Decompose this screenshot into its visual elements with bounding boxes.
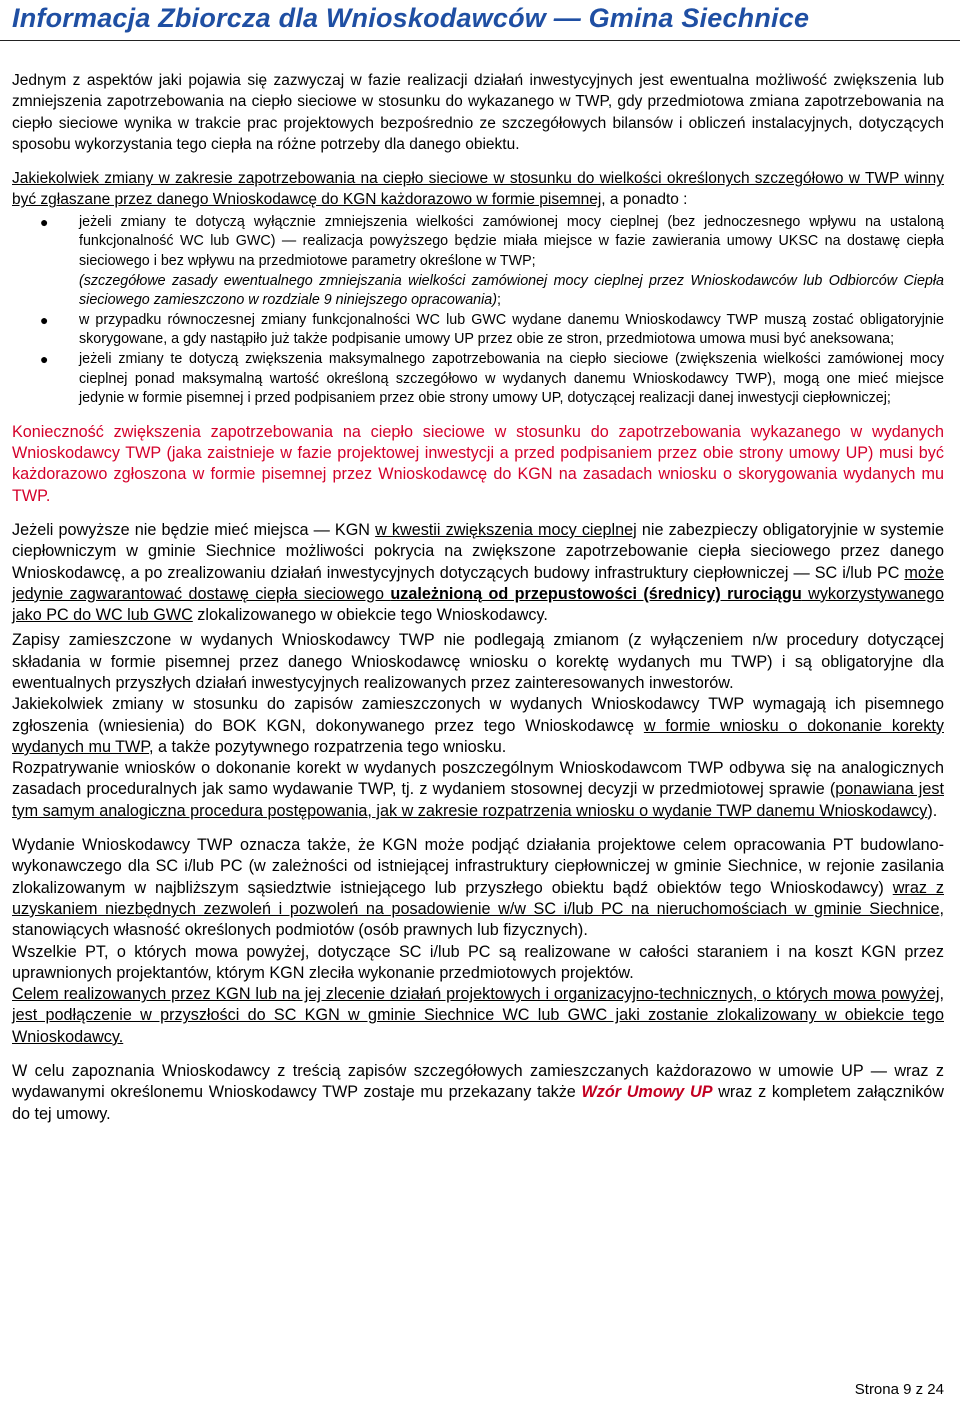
underlined-run: w formie wniosku o dokonanie korekty wydanych mu TWP — [12, 716, 944, 756]
text-run: Jakiekolwiek zmiany w stosunku do zapisów zamieszczonych w wydanych Wnioskodawcy TWP wymagają ich pisemnego zgłoszenia (wniesienia) do BOK KGN, dokonywanego przez tego Wnioskodawcę — [12, 695, 944, 735]
underlined-run: w kwestii zwiększenia mocy cieplnej — [375, 520, 637, 539]
paragraph-design-work — [12, 835, 944, 941]
paragraph-intro: Jednym z aspektów jaki pojawia się zazwyczaj w fazie realizacji działań inwestycyjnych jest ewentualna możliwość zwiększenia lub zmniejszenia zapotrzebowania na ciepło sieciowe w stosunku do wykazanego w TWP, gdy przedmiotowa zmiana zapotrzebowania na ciepło sieciowe wynika w trakcie prac projektowych bezpośrednio ze szczegółowych bilansów i obliczeń instalacyjnych, dotyczących sposobu wykorzystania tego ciepła na różne potrzeby dla danego obiektu. — [12, 72, 944, 153]
list-item — [12, 213, 944, 311]
text-run: W celu zapoznania Wnioskodawcy z treścią zapisów szczegółowych zamieszczanych każdorazowo w umowie UP — wraz z wydawanymi określonemu Wnioskodawcy TWP zostaje mu przekazany także — [12, 1062, 944, 1102]
paragraph-goal: Celem realizowanych przez KGN lub na jej zlecenie działań projektowych i organizacyjno-technicznych, o których mowa powyżej, jest podłączenie w przyszłości do SC KGN w gminie Siechnice WC lub GWC jaki zostanie zlokalizowany w obiekcie tego Wnioskodawcy. — [12, 985, 944, 1046]
text-run: nie zabezpieczy obligatoryjnie w systemie ciepłowniczym w gminie Siechnice możliwości pokrycia na zwiększone zapotrzebowanie ciepła sieciowego przez danego Wnioskodawcę, a po zrealizowaniu działań inwestycyjnych dotyczących budowy infrastruktury ciepłowniczej — SC i/lub PC — [12, 520, 945, 582]
underlined-run: może jedynie zagwarantować dostawę ciepła sieciowego — [12, 563, 944, 603]
text-run: zlokalizowanego w obiekcie tego Wnioskodawcy. — [192, 606, 548, 625]
underlined-run: wraz z uzyskaniem niezbędnych zezwoleń i pozwoleń na posadowienie w/w SC i/lub PC na nieruchomościach w gminie Siechnice — [12, 878, 944, 918]
header-title: Informacja Zbiorcza dla Wnioskodawców — Gmina Siechnice — [12, 3, 810, 33]
bullet-text: jeżeli zmiany te dotyczą wyłącznie zmniejszenia wielkości zamówionej mocy cieplnej (bez jednoczesnego wpływu na ustaloną funkcjonalność WC lub GWC) — realizacja powyższego będzie miała miejsce w fazie zawierania umowy UKSC na dostawę ciepła sieciowego i bez wpływu na przedmiotowe parametry określone w TWP; — [79, 213, 944, 269]
bullet-text: jeżeli zmiany te dotyczą zwiększenia maksymalnego zapotrzebowania na ciepło sieciowe (zwiększenia wielkości zamówionej mocy cieplnej ponad maksymalną wartość określoną szczegółowo w wydanych danemu Wnioskodawcy TWP), mogą one mieć miejsce jedynie w formie pisemnej i przed podpisaniem przez obie strony umowy UP, dotyczącej realizacji danej inwestycji ciepłowniczej; — [79, 350, 944, 407]
underlined-run: wykorzystywanego jako PC do WC lub GWC — [12, 584, 944, 625]
paragraph-contract-template — [12, 1061, 944, 1125]
text-run: Rozpatrywanie wniosków o dokonanie korekt w wydanych poszczególnym Wnioskodawcom TWP odbywa się na analogicznych zasadach proceduralnych jak samo wydawanie TWP, tj. z wydaniem stosownej decyzji w przedmiotowej sprawie ( — [12, 759, 944, 799]
page-number: Strona 9 z 24 — [854, 1381, 944, 1398]
text-run: , stanowiących własność określonych podmiotów (osób prawnych lub fizycznych). — [12, 899, 944, 940]
bullet-text: w przypadku równoczesnej zmiany funkcjonalności WC lub GWC wydane danemu Wnioskodawcy TWP muszą zostać obligatoryjnie skorygowane, a gdy nastąpiło już także podpisanie umowy UP przez obie ze stron, przedmiotowa umowa musi być aneksowana; — [79, 311, 944, 348]
text-run: , a także pozytywnego rozpatrzenia tego wniosku. — [149, 737, 507, 756]
bullet-italic-note: (szczegółowe zasady ewentualnego zmniejszania wielkości zamówionej mocy cieplnej przez Wnioskodawców lub Odbiorców Ciepła sieciowego zamieszczono w rozdziale 9 niniejszego opracowania) — [79, 272, 944, 309]
paragraph-no-guarantee — [12, 520, 944, 626]
changes-rest: , a ponadto : — [601, 191, 688, 209]
bullet-icon: ● — [40, 213, 49, 230]
paragraph-changes — [12, 168, 944, 211]
document-body — [12, 70, 944, 1125]
underlined-run: ponawiana jest tym samym analogiczna procedura postępowania, jak w zakresie rozpatrzenia wniosku o wydanie TWP danemu Wnioskodawcy — [12, 780, 944, 820]
list-item — [12, 350, 944, 409]
page-header — [0, 0, 960, 41]
text-run: Jeżeli powyższe nie będzie mieć miejsca — KGN — [12, 520, 376, 539]
bullet-tail: ; — [497, 292, 501, 309]
bold-underlined-run: uzależnioną od przepustowości (średnicy) rurociągu — [390, 584, 802, 603]
text-run: Wydanie Wnioskodawcy TWP oznacza także, że KGN może podjąć działania projektowe celem opracowania PT budowlano-wykonawczego dla SC i/lub PC (w zależności od istniejącej infrastruktury ciepłowniczej w gminie Siechnice, w rejonie zasilania zlokalizowanym w najbliższym sąsiedztwie istniejącego lub przyszłego obiektu bądź obiektów tego Wnioskodawcy) — [12, 836, 944, 897]
paragraph-correction-procedure — [12, 758, 944, 822]
bullet-icon: ● — [40, 311, 49, 328]
text-run: wraz z kompletem załączników do tej umowy. — [12, 1083, 944, 1123]
list-item — [12, 311, 944, 350]
text-run: ). — [927, 801, 938, 820]
paragraph-red-notice: Konieczność zwiększenia zapotrzebowania na ciepło sieciowe w stosunku do zapotrzebowania wykazanego w wydanych Wnioskodawcy TWP (jaka zaistnieje w fazie projektowej inwestycji a przed podpisaniem przez obie strony umowy UP) musi być każdorazowo zgłoszona w formie pisemnej przez Wnioskodawcę do KGN na zasadach wniosku o skorygowania wydanych mu TWP. — [12, 422, 944, 505]
conditions-list — [12, 213, 944, 409]
paragraph-costs: Wszelkie PT, o których mowa powyżej, dotyczące SC i/lub PC są realizowane w całości staraniem i na koszt KGN przez uprawnionych projektantów, którym KGN zleciła wykonanie przedmiotowych projektów. — [12, 942, 944, 982]
contract-template-link[interactable]: Wzór Umowy UP — [581, 1083, 713, 1102]
changes-underlined: Jakiekolwiek zmiany w zakresie zapotrzebowania na ciepło sieciowe w stosunku do wielkości określonych szczegółowo w TWP winny być zgłaszane przez danego Wnioskodawcę do KGN każdorazowo w formie pisemnej — [12, 170, 944, 209]
bullet-icon: ● — [40, 350, 49, 367]
paragraph-records: Zapisy zamieszczone w wydanych Wnioskodawcy TWP nie podlegają zmianom (z wyłączeniem n/w procedury dotyczącej składania w formie pisemnej przez danego Wnioskodawcę wniosku o korektę wydanych mu TWP) i są obligatoryjne dla ewentualnych przyszłych działań inwestycyjnych realizowanych przez zainteresowanych inwestorów. — [12, 631, 944, 692]
paragraph-correction-request — [12, 694, 944, 758]
